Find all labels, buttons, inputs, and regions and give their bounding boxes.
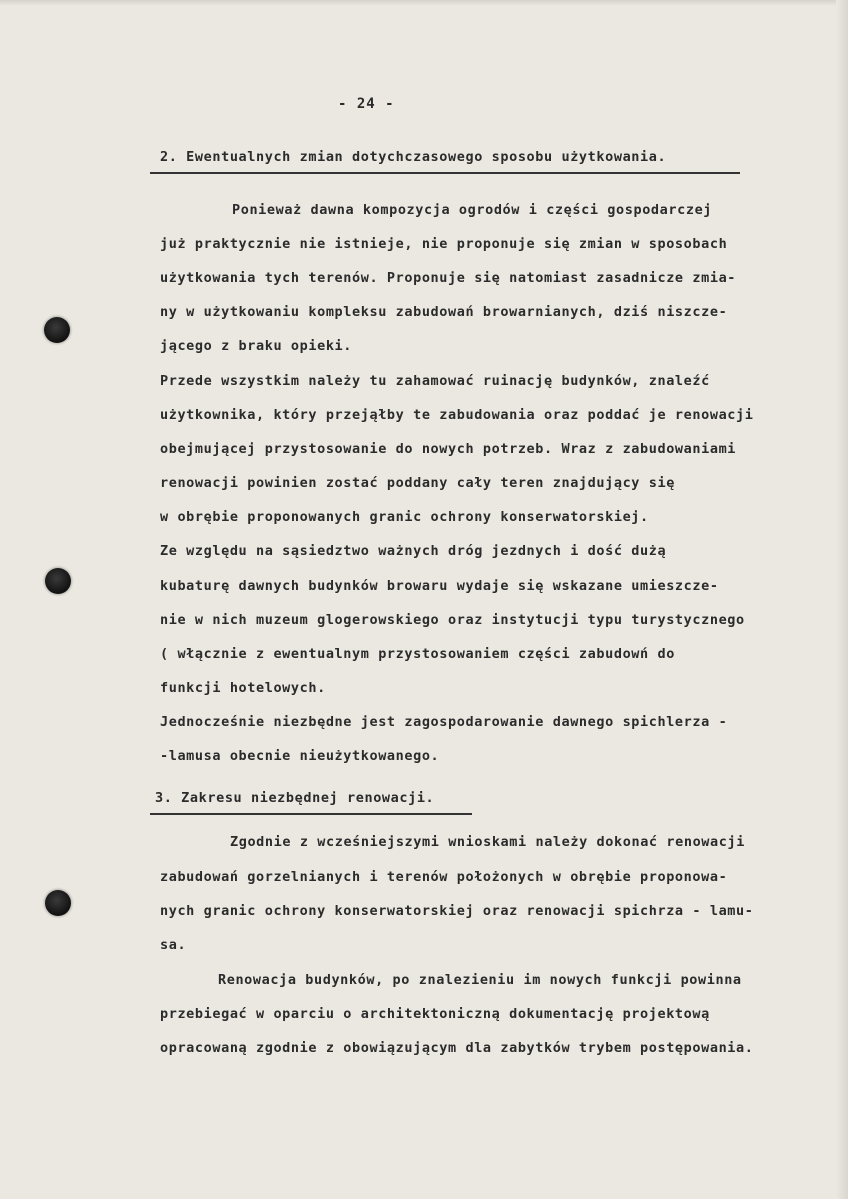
text-line: renowacji powinien zostać poddany cały teren znajdujący się bbox=[160, 475, 675, 491]
punch-hole bbox=[45, 890, 71, 916]
text-line: Ponieważ dawna kompozycja ogrodów i części gospodarczej bbox=[232, 202, 713, 218]
punch-hole bbox=[45, 568, 71, 594]
text-line: użytkowania tych terenów. Proponuje się natomiast zasadnicze zmia- bbox=[160, 270, 737, 286]
text-line: -lamusa obecnie nieużytkowanego. bbox=[160, 748, 440, 764]
text-line: obejmującej przystosowanie do nowych potrzeb. Wraz z zabudowaniami bbox=[160, 441, 737, 457]
page-number: - 24 - bbox=[338, 96, 395, 112]
text-line: kubaturę dawnych budynków browaru wydaje się wskazane umieszcze- bbox=[160, 578, 719, 594]
text-line: użytkownika, który przejąłby te zabudowania oraz poddać je renowacji bbox=[160, 407, 754, 423]
text-line: już praktycznie nie istnieje, nie proponuje się zmian w sposobach bbox=[160, 236, 728, 252]
text-line: Przede wszystkim należy tu zahamować ruinację budynków, znaleźć bbox=[160, 373, 710, 389]
page-top-edge bbox=[0, 0, 848, 6]
section-2-heading: 2. Ewentualnych zmian dotychczasowego sposobu użytkowania. bbox=[160, 149, 667, 165]
section-3-heading: 3. Zakresu niezbędnej renowacji. bbox=[155, 790, 435, 806]
punch-hole bbox=[44, 317, 70, 343]
section-2-heading-underline bbox=[150, 172, 740, 174]
text-line: przebiegać w oparciu o architektoniczną dokumentację projektową bbox=[160, 1006, 710, 1022]
text-line: Ze względu na sąsiedztwo ważnych dróg jezdnych i dość dużą bbox=[160, 543, 667, 559]
text-line: Jednocześnie niezbędne jest zagospodarowanie dawnego spichlerza - bbox=[160, 714, 728, 730]
text-line: nie w nich muzeum glogerowskiego oraz instytucji typu turystycznego bbox=[160, 612, 745, 628]
text-line: jącego z braku opieki. bbox=[160, 338, 353, 354]
text-line: w obrębie proponowanych granic ochrony konserwatorskiej. bbox=[160, 509, 649, 525]
text-line: ( włącznie z ewentualnym przystosowaniem części zabudowń do bbox=[160, 646, 675, 662]
text-line: opracowaną zgodnie z obowiązującym dla zabytków trybem postępowania. bbox=[160, 1040, 754, 1056]
text-line: Renowacja budynków, po znalezieniu im nowych funkcji powinna bbox=[218, 972, 742, 988]
section-3-heading-underline bbox=[150, 813, 472, 815]
text-line: sa. bbox=[160, 937, 187, 953]
text-line: funkcji hotelowych. bbox=[160, 680, 326, 696]
page-right-edge bbox=[836, 0, 848, 1199]
text-line: Zgodnie z wcześniejszymi wnioskami należy dokonać renowacji bbox=[230, 834, 745, 850]
text-line: nych granic ochrony konserwatorskiej oraz renowacji spichrza - lamu- bbox=[160, 903, 754, 919]
text-line: ny w użytkowaniu kompleksu zabudowań browarnianych, dziś niszcze- bbox=[160, 304, 728, 320]
text-line: zabudowań gorzelnianych i terenów położonych w obrębie proponowa- bbox=[160, 869, 728, 885]
